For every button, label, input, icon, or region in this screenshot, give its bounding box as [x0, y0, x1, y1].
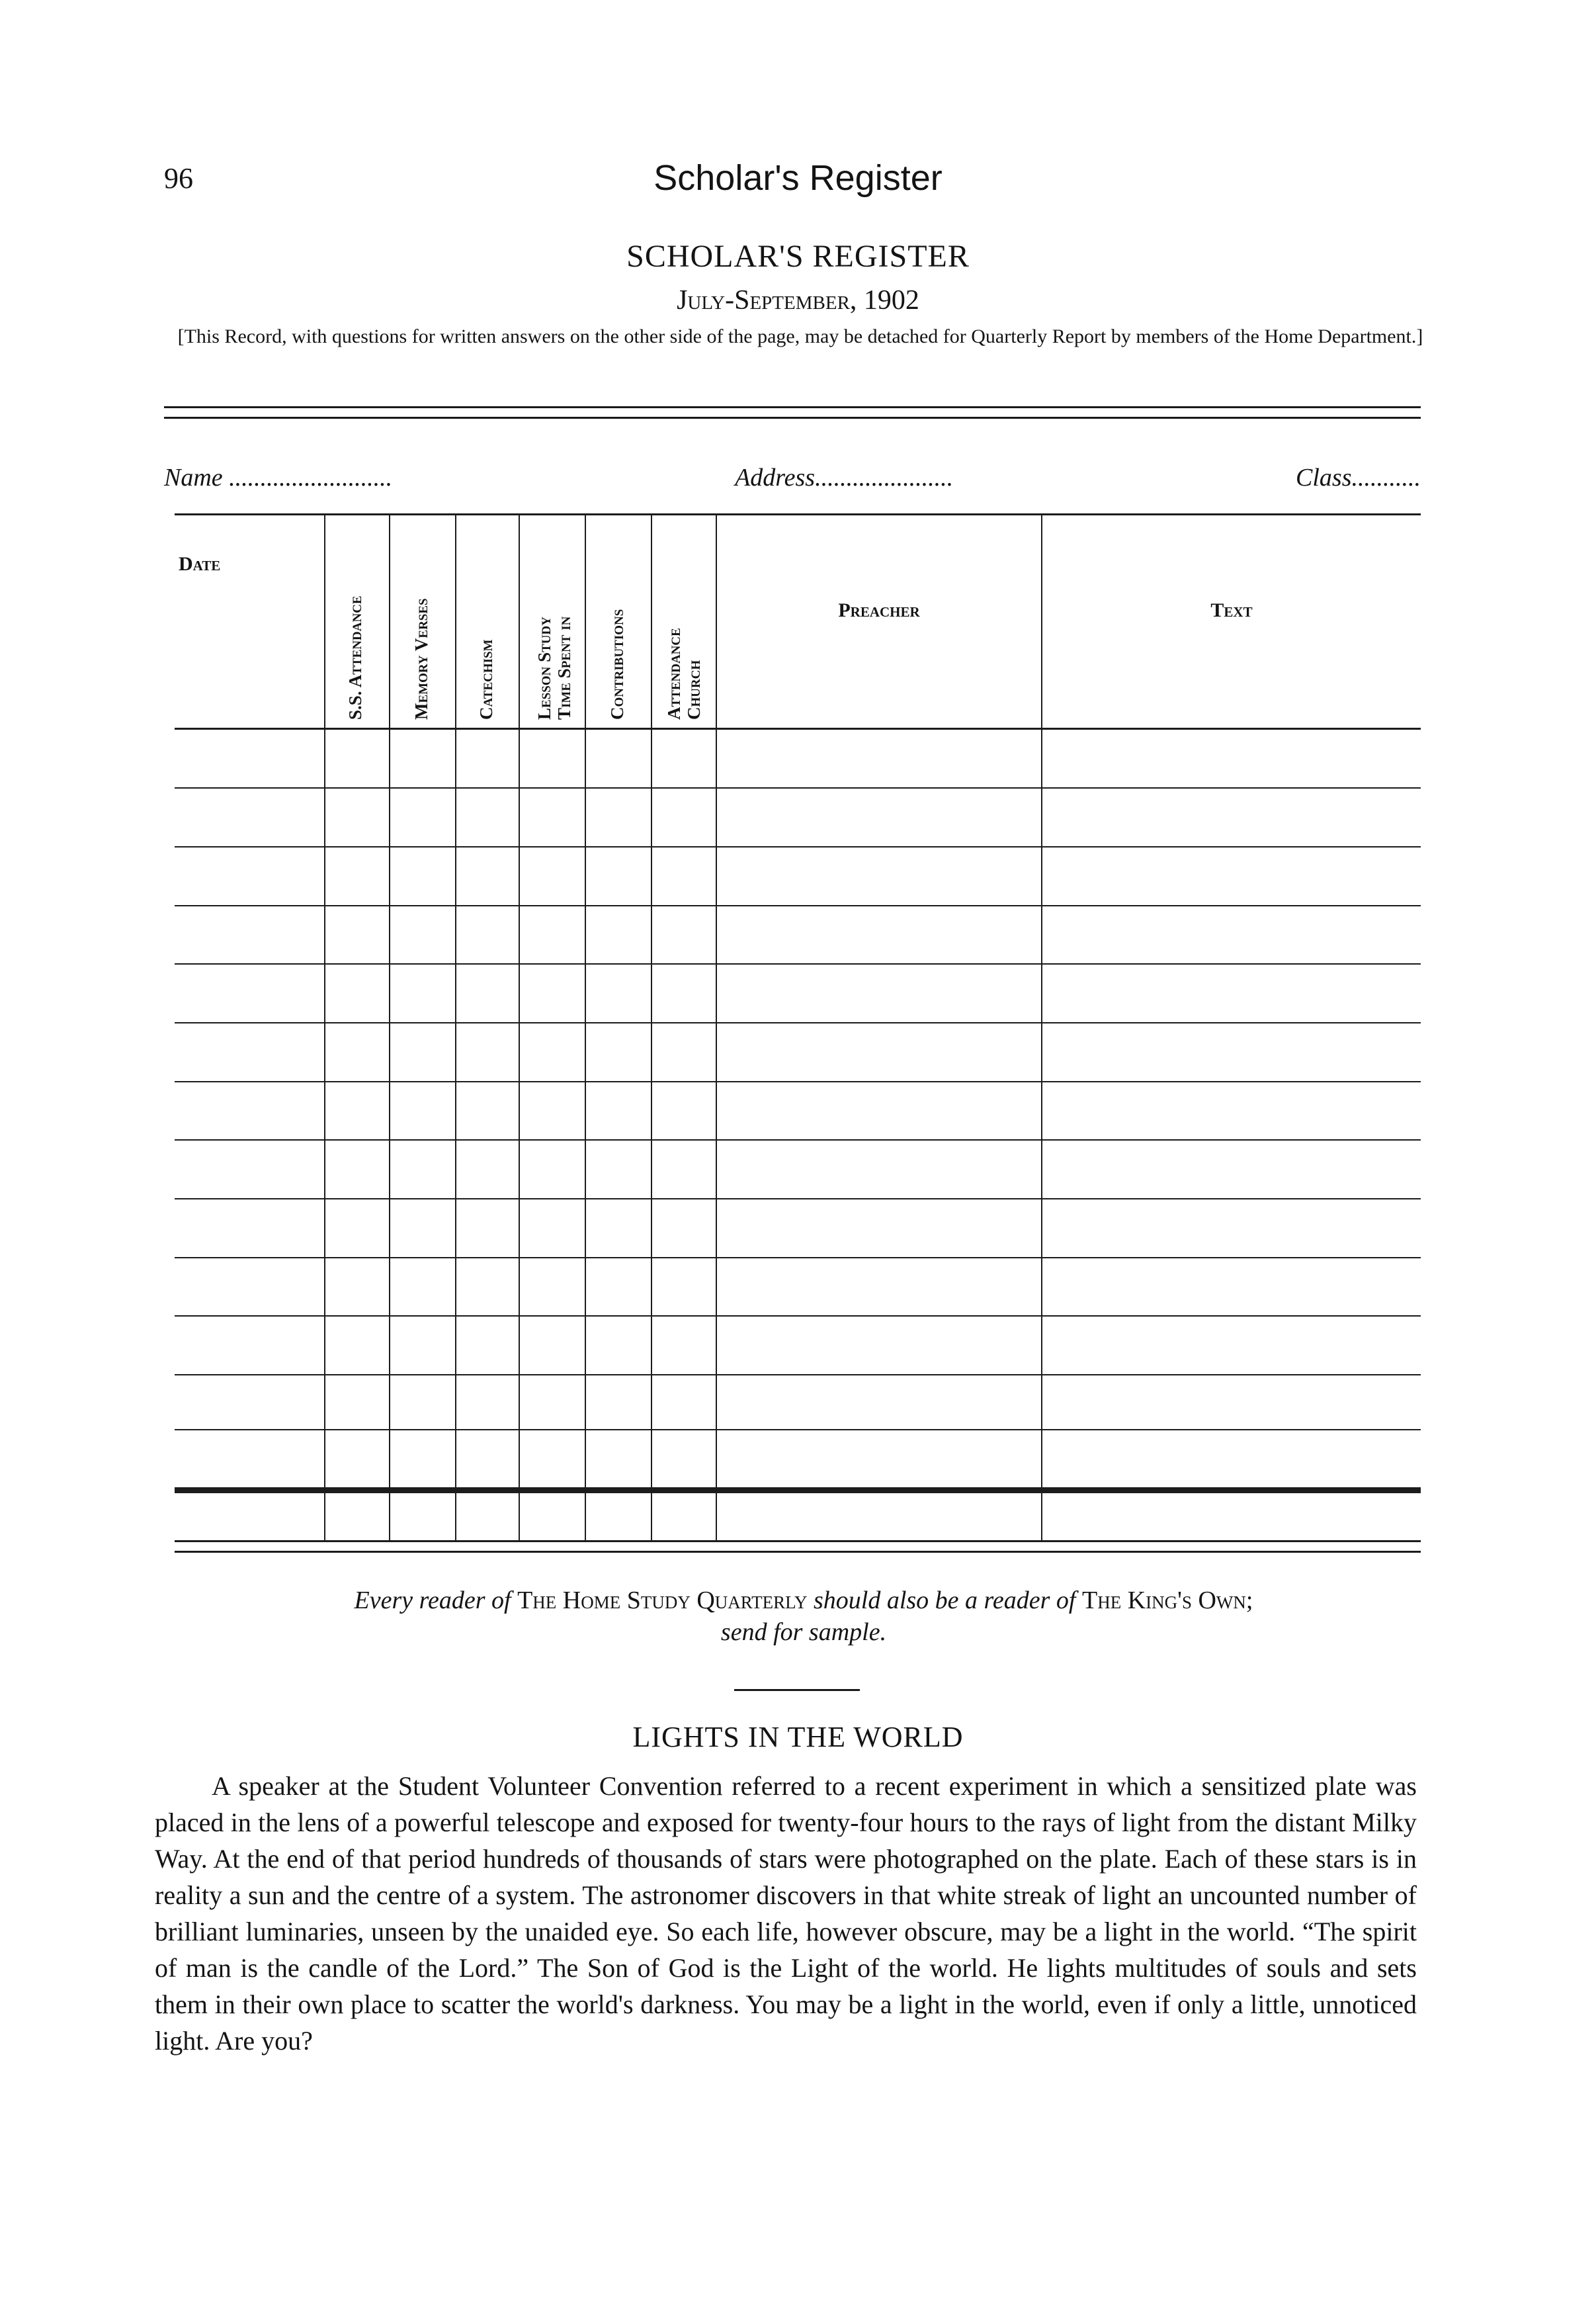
column-divider [651, 513, 652, 1542]
table-row [175, 1429, 1421, 1430]
section-divider [734, 1689, 860, 1691]
table-bottom-rule-1 [175, 1540, 1421, 1542]
column-header-time-spent-line-1: Time Spent in [554, 616, 574, 720]
name-field-label[interactable]: Name .......................... [164, 464, 393, 492]
column-divider [519, 513, 520, 1542]
table-row [175, 787, 1421, 789]
register-period: July-September, 1902 [677, 285, 919, 316]
table-row [175, 1257, 1421, 1258]
column-header-preacher: Preacher [838, 599, 920, 621]
footer-note-part-1: Every reader of [354, 1586, 518, 1614]
article-title: LIGHTS IN THE WORLD [632, 1721, 964, 1753]
article-body [155, 1768, 1417, 2059]
table-row [175, 1315, 1421, 1317]
column-header-catechism: Catechism [476, 639, 496, 720]
column-header-time-spent [528, 523, 581, 720]
table-bottom-rule-2 [175, 1551, 1421, 1553]
article-paragraph: A speaker at the Student Volunteer Convention referred to a recent experiment in which a sensitized plate was placed in the lens of a powerful telescope and exposed for twenty-four hours to the rays of light from the distant Milky Way. At the end of that period hundreds of thousands of stars were photographed on the plate. Each of these stars is in reality a sun and the centre of a system. The astronomer discovers in that white streak of light an uncounted number of brilliant luminaries, unseen by the unaided eye. So each life, however obscure, may be a light in the world. “The spirit of man is the candle of the Lord.” The Son of God is the Light of the world. He lights multitudes of souls and sets them in their own place to scatter the world's darkness. You may be a light in the world, even if only a little, unnoticed light. Are you? [155, 1771, 1417, 2056]
address-field-label[interactable]: Address...................... [735, 464, 954, 492]
table-row [175, 846, 1421, 847]
column-header-ss-attendance: S.S. Attendance [345, 595, 365, 720]
column-divider [455, 513, 456, 1542]
footer-note [159, 1585, 1449, 1648]
column-divider [716, 513, 717, 1542]
column-divider [585, 513, 586, 1542]
class-field-label[interactable]: Class........... [1296, 464, 1421, 492]
table-row [175, 963, 1421, 965]
column-header-date: Date [179, 553, 221, 575]
table-top-rule [175, 513, 1421, 515]
publication-name-kings-own: The King's Own [1081, 1586, 1246, 1614]
table-row [175, 1139, 1421, 1141]
column-divider [389, 513, 390, 1542]
totals-heavy-rule [175, 1487, 1421, 1493]
header-bottom-rule [175, 728, 1421, 730]
table-row [175, 905, 1421, 906]
column-header-text: Text [1210, 599, 1253, 621]
table-row [175, 1081, 1421, 1082]
column-header-church-line-1: Church [684, 660, 704, 720]
table-row [175, 1198, 1421, 1199]
publication-name-quarterly: The Home Study Quarterly [517, 1586, 808, 1614]
table-row [175, 1022, 1421, 1023]
column-header-church-line-2: Attendance [664, 628, 684, 720]
register-title: SCHOLAR'S REGISTER [626, 239, 970, 274]
column-divider [324, 513, 325, 1542]
column-header-contributions: Contributions [607, 609, 627, 720]
footer-note-part-3: ; [1245, 1586, 1253, 1614]
table-row [175, 1374, 1421, 1375]
column-header-memory-verses: Memory Verses [411, 598, 431, 720]
column-header-time-spent-line-2: Lesson Study [534, 617, 554, 720]
footer-note-line-2: send for sample. [720, 1618, 887, 1646]
column-divider [1041, 513, 1042, 1542]
register-note: [This Record, with questions for written answers on the other side of the page, may be detached for Quarterly Report by members of the Home Department.] [177, 326, 1423, 347]
column-header-church-attendance [657, 523, 710, 720]
running-head: Scholar's Register [653, 158, 943, 198]
footer-note-part-2: should also be a reader of [807, 1586, 1082, 1614]
page-number: 96 [164, 162, 193, 195]
